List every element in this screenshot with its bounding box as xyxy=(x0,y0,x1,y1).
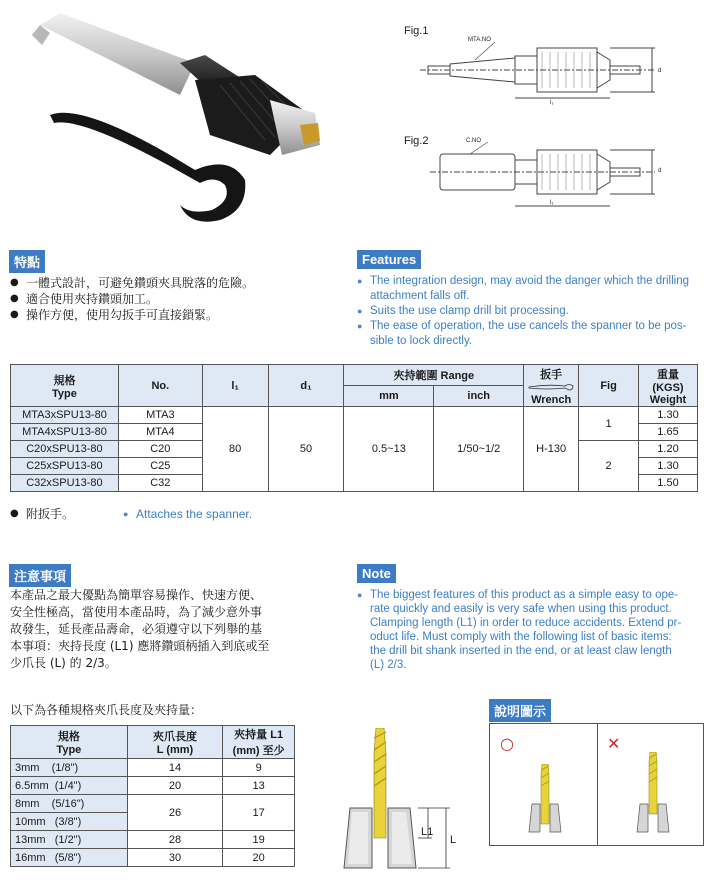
caution-cn-text: 本產品之最大優點為簡單容易操作、快速方便、 安全性極高，當使用本產品時，為了減少意外事 故發生，延長產品壽命，必須遵守以下列舉的基 本事項：夾持長度 (L1) 應將鑽頭柄插入到底或至 少爪長 (L) 的 2/3。 xyxy=(10,588,270,670)
col-inch: inch xyxy=(434,386,524,407)
note-en-header: Note xyxy=(357,564,396,583)
list-item: ● 操作方便，使用勾扳手可直接鎖緊。 xyxy=(10,307,340,323)
list-item: ● The ease of operation, the use cancels the spanner to be pos-sible to lock directly. xyxy=(357,319,707,349)
spanner-note-en: ● Attaches the spanner. xyxy=(123,507,252,522)
fig-value: 1 xyxy=(579,407,639,441)
fig2-c-no: C.NO xyxy=(466,138,481,144)
col-claw: 夾爪長度 L (mm) xyxy=(127,726,223,759)
fig2-d: d xyxy=(658,168,662,174)
fig1-label: Fig.1 xyxy=(404,25,429,37)
fig-value: 2 xyxy=(579,441,639,492)
jaw-diagram xyxy=(340,728,470,873)
table-row: MTA3xSPU13-80 MTA3 80 50 0.5~13 1/50~1/2 H-130 1 1.30 xyxy=(11,407,698,424)
fig1-l1: l₁ xyxy=(550,100,554,106)
table-row: 13mm (1/2") 28 19 xyxy=(11,831,295,849)
table-row: C20xSPU13-80 C20 2 1.20 xyxy=(11,441,698,458)
spanner-note-cn: ● 附扳手。 xyxy=(10,506,74,522)
table-row: 16mm (5/8") 30 20 xyxy=(11,849,295,867)
wrong-drill xyxy=(636,752,670,834)
fig2-l1: l₁ xyxy=(550,200,554,206)
d1-value: 50 xyxy=(268,407,344,492)
fig2-drawing xyxy=(420,140,660,220)
col-range: 夾持範圍 Range xyxy=(344,365,524,386)
fig1-mta-no: MTA.NO xyxy=(468,37,491,43)
features-en-header: Features xyxy=(357,250,421,269)
col-mm: mm xyxy=(344,386,434,407)
table-row: 8mm (5/16") 26 17 xyxy=(11,795,295,813)
col-fig: Fig xyxy=(579,365,639,407)
inch-value: 1/50~1/2 xyxy=(434,407,524,492)
l1-value: 80 xyxy=(202,407,268,492)
wrench-value: H-130 xyxy=(524,407,579,492)
diagram-l1-label: L1 xyxy=(421,826,434,838)
features-en-list xyxy=(357,274,707,349)
col-no: No. xyxy=(118,365,202,407)
col-type: 規格 Type xyxy=(11,365,119,407)
illustration-panel xyxy=(489,723,704,846)
col-wrench: 扳手 Wrench xyxy=(524,365,579,407)
col-weight: 重量 (KGS) Weight xyxy=(639,365,698,407)
diagram-l-label: L xyxy=(450,834,457,846)
clamp-table xyxy=(10,725,295,867)
table-row: C32xSPU13-80 C32 1.50 xyxy=(11,475,698,492)
correct-mark: ○ xyxy=(500,734,514,753)
table-row: MTA4xSPU13-80 MTA4 1.65 xyxy=(11,424,698,441)
list-item: ● 適合使用夾持鑽頭加工。 xyxy=(10,291,340,307)
correct-drill xyxy=(528,764,562,834)
features-cn-list xyxy=(10,275,340,323)
table-row: 6.5mm (1/4") 20 13 xyxy=(11,777,295,795)
table-row: 3mm (1/8") 14 9 xyxy=(11,759,295,777)
list-item: ● The integration design, may avoid the danger which the drilling attachment falls off. xyxy=(357,274,707,304)
list-item: ● 一體式設計，可避免鑽頭夾具脫落的危險。 xyxy=(10,275,340,291)
table-row: C25xSPU13-80 C25 1.30 xyxy=(11,458,698,475)
col-d1: d₁ xyxy=(268,365,344,407)
col-hold: 夾持量 L1 (mm) 至少 xyxy=(223,726,295,759)
note-en-text: ● The biggest features of this product as a simple easy to ope- rate quickly and easily is very safe when using this product. Clamping length (L1) in order to reduce accidents. Extend pr- oduct life. Must comply with the following list of basic items: the drill bit shank inserted in the end, or at least claw length (L) 2/3. xyxy=(357,588,707,672)
col-type: 規格 Type xyxy=(11,726,128,759)
illustration-header: 說明圖示 xyxy=(489,699,551,722)
clamp-caption: 以下為各種規格夾爪長度及夾持量： xyxy=(10,703,203,717)
table-row: 10mm (3/8") xyxy=(11,813,295,831)
caution-cn-header: 注意事項 xyxy=(9,564,71,587)
fig1-d: d xyxy=(658,68,662,74)
product-photo xyxy=(20,5,350,235)
wrong-mark: ✕ xyxy=(607,734,621,753)
col-l1: l₁ xyxy=(202,365,268,407)
fig1-drawing xyxy=(420,30,660,115)
features-cn-header: 特點 xyxy=(9,250,45,273)
list-item: ● Suits the use clamp drill bit processing. xyxy=(357,304,707,319)
spanner-icon xyxy=(527,383,575,391)
fig2-label: Fig.2 xyxy=(404,135,429,147)
spec-table xyxy=(10,364,698,492)
mm-value: 0.5~13 xyxy=(344,407,434,492)
